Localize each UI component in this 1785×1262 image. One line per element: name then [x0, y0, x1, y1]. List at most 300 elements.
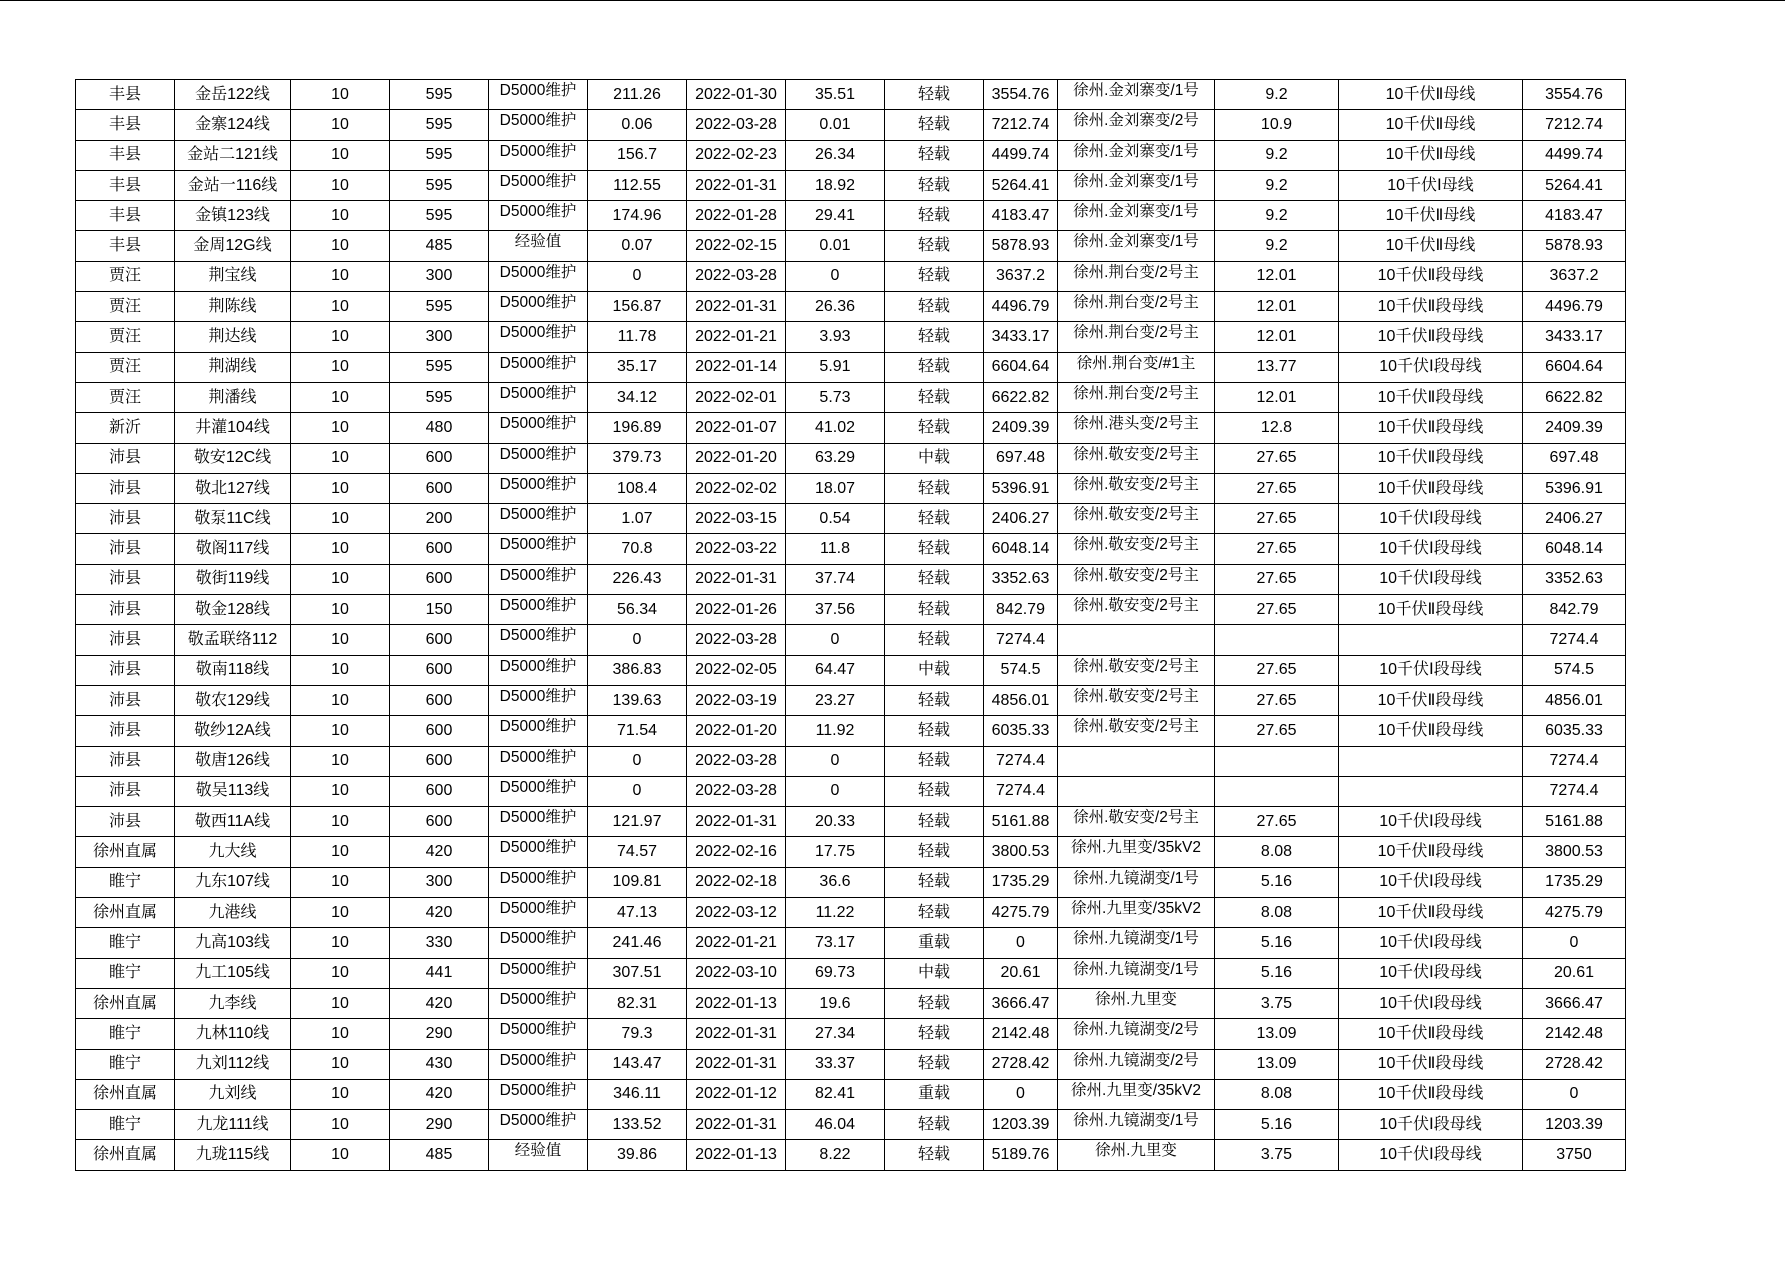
cell-voltage: 10 [291, 1140, 390, 1170]
cell-remaining-capacity: 1203.39 [1523, 1110, 1626, 1140]
cell-line-name: 金岳122线 [175, 80, 291, 110]
cell-load-rate: 82.41 [786, 1079, 885, 1109]
cell-voltage: 10 [291, 867, 390, 897]
cell-voltage: 10 [291, 776, 390, 806]
cell-transformer: 徐州.九镜湖变/1号 [1058, 867, 1215, 897]
cell-load-rate: 11.92 [786, 716, 885, 746]
table-row [76, 564, 1626, 594]
cell-voltage: 10 [291, 504, 390, 534]
table-row [76, 807, 1626, 837]
table-row [76, 382, 1626, 412]
cell-remaining-capacity: 0 [1523, 928, 1626, 958]
cell-max-current: 156.7 [588, 140, 687, 170]
cell-rated-capacity: 485 [390, 231, 489, 261]
cell-data-source: D5000维护 [489, 988, 588, 1018]
cell-line-name: 九林110线 [175, 1019, 291, 1049]
cell-available-capacity: 6622.82 [984, 382, 1058, 412]
cell-transformer: 徐州.九里变/35kV2 [1058, 1079, 1215, 1109]
cell-load-status: 重载 [885, 1079, 984, 1109]
cell-remaining-capacity: 5161.88 [1523, 807, 1626, 837]
cell-max-current: 109.81 [588, 867, 687, 897]
cell-transformer-load: 9.2 [1215, 201, 1339, 231]
cell-max-date: 2022-01-21 [687, 322, 786, 352]
cell-load-status: 轻载 [885, 231, 984, 261]
cell-transformer-load: 12.01 [1215, 261, 1339, 291]
cell-voltage: 10 [291, 988, 390, 1018]
cell-transformer: 徐州.荆台变/2号主 [1058, 292, 1215, 322]
cell-rated-capacity: 600 [390, 534, 489, 564]
cell-transformer: 徐州.金刘寨变/1号 [1058, 140, 1215, 170]
cell-data-source: D5000维护 [489, 140, 588, 170]
cell-max-current: 74.57 [588, 837, 687, 867]
cell-bus-name: 10千伏Ⅱ段母线 [1339, 1079, 1523, 1109]
cell-max-date: 2022-03-28 [687, 625, 786, 655]
cell-load-status: 轻载 [885, 261, 984, 291]
cell-transformer: 徐州.敬安变/2号主 [1058, 807, 1215, 837]
cell-data-source: D5000维护 [489, 382, 588, 412]
cell-load-rate: 11.22 [786, 898, 885, 928]
cell-load-rate: 64.47 [786, 655, 885, 685]
cell-max-current: 71.54 [588, 716, 687, 746]
cell-max-date: 2022-02-05 [687, 655, 786, 685]
cell-data-source: D5000维护 [489, 928, 588, 958]
cell-available-capacity: 4856.01 [984, 685, 1058, 715]
table-row [76, 110, 1626, 140]
cell-remaining-capacity: 6604.64 [1523, 352, 1626, 382]
cell-transformer-load: 12.01 [1215, 382, 1339, 412]
cell-max-current: 226.43 [588, 564, 687, 594]
cell-available-capacity: 2409.39 [984, 413, 1058, 443]
cell-line-name: 敬街119线 [175, 564, 291, 594]
cell-load-rate: 0 [786, 746, 885, 776]
cell-max-current: 0.07 [588, 231, 687, 261]
cell-data-source: D5000维护 [489, 1049, 588, 1079]
cell-available-capacity: 3637.2 [984, 261, 1058, 291]
table-row [76, 716, 1626, 746]
cell-remaining-capacity: 2406.27 [1523, 504, 1626, 534]
cell-available-capacity: 2728.42 [984, 1049, 1058, 1079]
cell-transformer: 徐州.九里变 [1058, 1140, 1215, 1170]
cell-line-name: 九大线 [175, 837, 291, 867]
cell-available-capacity: 3352.63 [984, 564, 1058, 594]
cell-max-current: 0 [588, 776, 687, 806]
cell-load-rate: 3.93 [786, 322, 885, 352]
cell-transformer-load: 27.65 [1215, 807, 1339, 837]
cell-county: 徐州直属 [76, 1140, 175, 1170]
cell-data-source: D5000维护 [489, 746, 588, 776]
cell-max-current: 121.97 [588, 807, 687, 837]
cell-rated-capacity: 600 [390, 625, 489, 655]
cell-max-date: 2022-03-10 [687, 958, 786, 988]
cell-load-rate: 33.37 [786, 1049, 885, 1079]
cell-county: 徐州直属 [76, 898, 175, 928]
cell-data-source: D5000维护 [489, 867, 588, 897]
cell-county: 丰县 [76, 80, 175, 110]
cell-bus-name: 10千伏Ⅱ段母线 [1339, 716, 1523, 746]
cell-bus-name: 10千伏Ⅱ段母线 [1339, 473, 1523, 503]
cell-load-status: 中载 [885, 443, 984, 473]
cell-load-status: 轻载 [885, 352, 984, 382]
cell-transformer-load: 13.09 [1215, 1019, 1339, 1049]
cell-data-source: D5000维护 [489, 413, 588, 443]
cell-available-capacity: 6048.14 [984, 534, 1058, 564]
cell-load-status: 轻载 [885, 534, 984, 564]
cell-county: 贾汪 [76, 322, 175, 352]
cell-rated-capacity: 330 [390, 928, 489, 958]
table-row [76, 1140, 1626, 1170]
cell-transformer-load: 12.8 [1215, 413, 1339, 443]
cell-available-capacity: 7274.4 [984, 776, 1058, 806]
cell-rated-capacity: 595 [390, 110, 489, 140]
cell-transformer-load: 8.08 [1215, 837, 1339, 867]
cell-voltage: 10 [291, 898, 390, 928]
cell-data-source: D5000维护 [489, 292, 588, 322]
cell-remaining-capacity: 3800.53 [1523, 837, 1626, 867]
cell-max-date: 2022-02-18 [687, 867, 786, 897]
table-row [76, 534, 1626, 564]
cell-available-capacity: 4496.79 [984, 292, 1058, 322]
cell-max-current: 307.51 [588, 958, 687, 988]
cell-load-status: 轻载 [885, 988, 984, 1018]
cell-county: 沛县 [76, 807, 175, 837]
cell-load-rate: 46.04 [786, 1110, 885, 1140]
cell-transformer: 徐州.敬安变/2号主 [1058, 443, 1215, 473]
cell-transformer: 徐州.敬安变/2号主 [1058, 473, 1215, 503]
cell-transformer-load: 27.65 [1215, 655, 1339, 685]
table-row [76, 898, 1626, 928]
cell-voltage: 10 [291, 261, 390, 291]
cell-remaining-capacity: 7212.74 [1523, 110, 1626, 140]
cell-remaining-capacity: 5396.91 [1523, 473, 1626, 503]
cell-line-name: 荆宝线 [175, 261, 291, 291]
cell-remaining-capacity: 7274.4 [1523, 776, 1626, 806]
cell-rated-capacity: 300 [390, 867, 489, 897]
cell-rated-capacity: 290 [390, 1110, 489, 1140]
cell-county: 沛县 [76, 776, 175, 806]
cell-rated-capacity: 420 [390, 898, 489, 928]
cell-transformer-load: 12.01 [1215, 322, 1339, 352]
cell-transformer: 徐州.敬安变/2号主 [1058, 504, 1215, 534]
cell-data-source: D5000维护 [489, 443, 588, 473]
cell-max-current: 0 [588, 746, 687, 776]
cell-rated-capacity: 595 [390, 352, 489, 382]
cell-remaining-capacity: 3433.17 [1523, 322, 1626, 352]
cell-voltage: 10 [291, 413, 390, 443]
cell-max-date: 2022-01-20 [687, 716, 786, 746]
cell-voltage: 10 [291, 746, 390, 776]
cell-remaining-capacity: 4496.79 [1523, 292, 1626, 322]
cell-load-rate: 0 [786, 625, 885, 655]
cell-load-rate: 19.6 [786, 988, 885, 1018]
cell-county: 睢宁 [76, 958, 175, 988]
cell-transformer: 徐州.敬安变/2号主 [1058, 655, 1215, 685]
cell-remaining-capacity: 4275.79 [1523, 898, 1626, 928]
cell-transformer: 徐州.金刘寨变/1号 [1058, 231, 1215, 261]
cell-rated-capacity: 300 [390, 322, 489, 352]
cell-bus-name: 10千伏Ⅱ段母线 [1339, 443, 1523, 473]
cell-remaining-capacity: 6035.33 [1523, 716, 1626, 746]
table-row [76, 170, 1626, 200]
cell-load-status: 轻载 [885, 837, 984, 867]
table-row [76, 746, 1626, 776]
cell-transformer-load: 12.01 [1215, 292, 1339, 322]
cell-transformer [1058, 776, 1215, 806]
cell-load-status: 轻载 [885, 685, 984, 715]
cell-max-date: 2022-01-12 [687, 1079, 786, 1109]
cell-voltage: 10 [291, 625, 390, 655]
cell-line-name: 敬唐126线 [175, 746, 291, 776]
cell-county: 沛县 [76, 564, 175, 594]
cell-transformer-load: 3.75 [1215, 988, 1339, 1018]
cell-max-date: 2022-01-07 [687, 413, 786, 443]
cell-transformer: 徐州.九镜湖变/2号 [1058, 1019, 1215, 1049]
cell-max-date: 2022-03-22 [687, 534, 786, 564]
cell-bus-name: 10千伏Ⅱ母线 [1339, 80, 1523, 110]
cell-rated-capacity: 420 [390, 837, 489, 867]
cell-available-capacity: 0 [984, 1079, 1058, 1109]
cell-max-date: 2022-03-28 [687, 776, 786, 806]
cell-bus-name: 10千伏Ⅰ母线 [1339, 170, 1523, 200]
cell-voltage: 10 [291, 655, 390, 685]
cell-line-name: 荆潘线 [175, 382, 291, 412]
cell-transformer: 徐州.金刘寨变/2号 [1058, 110, 1215, 140]
cell-line-name: 敬北127线 [175, 473, 291, 503]
cell-available-capacity: 7212.74 [984, 110, 1058, 140]
cell-max-current: 156.87 [588, 292, 687, 322]
cell-transformer-load: 27.65 [1215, 595, 1339, 625]
cell-data-source: D5000维护 [489, 807, 588, 837]
cell-max-current: 143.47 [588, 1049, 687, 1079]
cell-remaining-capacity: 2409.39 [1523, 413, 1626, 443]
cell-available-capacity: 5878.93 [984, 231, 1058, 261]
cell-max-current: 56.34 [588, 595, 687, 625]
cell-remaining-capacity: 3637.2 [1523, 261, 1626, 291]
cell-bus-name: 10千伏Ⅱ段母线 [1339, 292, 1523, 322]
cell-bus-name: 10千伏Ⅱ段母线 [1339, 382, 1523, 412]
cell-data-source: D5000维护 [489, 655, 588, 685]
cell-max-current: 82.31 [588, 988, 687, 1018]
cell-voltage: 10 [291, 443, 390, 473]
cell-load-status: 轻载 [885, 1049, 984, 1079]
cell-bus-name [1339, 776, 1523, 806]
cell-county: 沛县 [76, 685, 175, 715]
cell-voltage: 10 [291, 473, 390, 503]
cell-transformer [1058, 746, 1215, 776]
cell-line-name: 敬纱12A线 [175, 716, 291, 746]
table-row [76, 443, 1626, 473]
table-row [76, 231, 1626, 261]
cell-county: 贾汪 [76, 261, 175, 291]
cell-county: 沛县 [76, 655, 175, 685]
cell-load-rate: 0.54 [786, 504, 885, 534]
cell-max-date: 2022-01-28 [687, 201, 786, 231]
cell-transformer: 徐州.九镜湖变/2号 [1058, 1049, 1215, 1079]
cell-line-name: 荆达线 [175, 322, 291, 352]
cell-county: 沛县 [76, 504, 175, 534]
cell-remaining-capacity: 3750 [1523, 1140, 1626, 1170]
cell-max-date: 2022-01-31 [687, 1110, 786, 1140]
cell-county: 睢宁 [76, 867, 175, 897]
cell-rated-capacity: 480 [390, 413, 489, 443]
cell-voltage: 10 [291, 322, 390, 352]
cell-rated-capacity: 595 [390, 140, 489, 170]
cell-load-status: 轻载 [885, 504, 984, 534]
cell-line-name: 九高103线 [175, 928, 291, 958]
cell-remaining-capacity: 7274.4 [1523, 746, 1626, 776]
cell-load-status: 轻载 [885, 867, 984, 897]
cell-county: 丰县 [76, 110, 175, 140]
cell-available-capacity: 3433.17 [984, 322, 1058, 352]
cell-rated-capacity: 420 [390, 988, 489, 1018]
cell-load-status: 轻载 [885, 716, 984, 746]
cell-transformer-load: 10.9 [1215, 110, 1339, 140]
cell-rated-capacity: 290 [390, 1019, 489, 1049]
cell-load-status: 轻载 [885, 1140, 984, 1170]
cell-max-date: 2022-03-28 [687, 746, 786, 776]
cell-load-status: 轻载 [885, 807, 984, 837]
cell-voltage: 10 [291, 807, 390, 837]
table-row [76, 473, 1626, 503]
cell-bus-name: 10千伏Ⅱ段母线 [1339, 898, 1523, 928]
cell-voltage: 10 [291, 716, 390, 746]
cell-county: 贾汪 [76, 292, 175, 322]
cell-county: 沛县 [76, 716, 175, 746]
cell-load-rate: 0.01 [786, 110, 885, 140]
cell-bus-name: 10千伏Ⅱ段母线 [1339, 595, 1523, 625]
cell-max-current: 386.83 [588, 655, 687, 685]
cell-remaining-capacity: 3352.63 [1523, 564, 1626, 594]
cell-max-date: 2022-01-31 [687, 564, 786, 594]
cell-voltage: 10 [291, 564, 390, 594]
cell-county: 睢宁 [76, 928, 175, 958]
cell-line-name: 金站一116线 [175, 170, 291, 200]
cell-max-date: 2022-01-31 [687, 1049, 786, 1079]
cell-county: 丰县 [76, 231, 175, 261]
cell-max-current: 39.86 [588, 1140, 687, 1170]
cell-load-rate: 17.75 [786, 837, 885, 867]
cell-county: 沛县 [76, 534, 175, 564]
table-row [76, 837, 1626, 867]
cell-rated-capacity: 600 [390, 807, 489, 837]
cell-county: 沛县 [76, 625, 175, 655]
cell-line-name: 金寨124线 [175, 110, 291, 140]
cell-line-name: 九龙111线 [175, 1110, 291, 1140]
cell-max-current: 35.17 [588, 352, 687, 382]
cell-load-rate: 35.51 [786, 80, 885, 110]
cell-data-source: D5000维护 [489, 1019, 588, 1049]
cell-rated-capacity: 150 [390, 595, 489, 625]
cell-data-source: D5000维护 [489, 80, 588, 110]
cell-available-capacity: 20.61 [984, 958, 1058, 988]
cell-voltage: 10 [291, 80, 390, 110]
cell-transformer-load: 9.2 [1215, 80, 1339, 110]
cell-max-current: 174.96 [588, 201, 687, 231]
cell-max-date: 2022-01-13 [687, 1140, 786, 1170]
cell-transformer: 徐州.九里变 [1058, 988, 1215, 1018]
cell-voltage: 10 [291, 1110, 390, 1140]
cell-transformer-load: 5.16 [1215, 958, 1339, 988]
table-row [76, 928, 1626, 958]
cell-transformer: 徐州.敬安变/2号主 [1058, 716, 1215, 746]
table-row [76, 504, 1626, 534]
cell-line-name: 敬吴113线 [175, 776, 291, 806]
cell-data-source: D5000维护 [489, 352, 588, 382]
cell-remaining-capacity: 5264.41 [1523, 170, 1626, 200]
cell-data-source: D5000维护 [489, 504, 588, 534]
cell-transformer-load: 5.16 [1215, 1110, 1339, 1140]
cell-data-source: D5000维护 [489, 898, 588, 928]
cell-transformer-load: 27.65 [1215, 564, 1339, 594]
cell-bus-name: 10千伏Ⅱ母线 [1339, 110, 1523, 140]
cell-max-date: 2022-03-19 [687, 685, 786, 715]
cell-line-name: 九东107线 [175, 867, 291, 897]
cell-transformer: 徐州.金刘寨变/1号 [1058, 80, 1215, 110]
cell-max-date: 2022-01-30 [687, 80, 786, 110]
cell-rated-capacity: 600 [390, 564, 489, 594]
cell-line-name: 荆陈线 [175, 292, 291, 322]
cell-load-status: 中载 [885, 958, 984, 988]
cell-load-rate: 23.27 [786, 685, 885, 715]
cell-transformer-load: 27.65 [1215, 685, 1339, 715]
cell-load-status: 轻载 [885, 413, 984, 443]
cell-transformer: 徐州.荆台变/2号主 [1058, 322, 1215, 352]
cell-load-rate: 29.41 [786, 201, 885, 231]
data-table [75, 79, 1626, 1171]
cell-available-capacity: 3554.76 [984, 80, 1058, 110]
cell-available-capacity: 842.79 [984, 595, 1058, 625]
cell-available-capacity: 697.48 [984, 443, 1058, 473]
cell-load-status: 重载 [885, 928, 984, 958]
cell-available-capacity: 4183.47 [984, 201, 1058, 231]
cell-available-capacity: 7274.4 [984, 625, 1058, 655]
cell-load-status: 轻载 [885, 1110, 984, 1140]
cell-max-date: 2022-03-28 [687, 261, 786, 291]
cell-line-name: 九李线 [175, 988, 291, 1018]
table-row [76, 776, 1626, 806]
cell-remaining-capacity: 2728.42 [1523, 1049, 1626, 1079]
cell-data-source: D5000维护 [489, 110, 588, 140]
cell-load-status: 轻载 [885, 201, 984, 231]
cell-transformer: 徐州.荆台变/#1主 [1058, 352, 1215, 382]
cell-max-date: 2022-02-23 [687, 140, 786, 170]
table-row [76, 80, 1626, 110]
cell-load-rate: 11.8 [786, 534, 885, 564]
cell-county: 贾汪 [76, 352, 175, 382]
cell-remaining-capacity: 4856.01 [1523, 685, 1626, 715]
table-row [76, 201, 1626, 231]
cell-max-current: 108.4 [588, 473, 687, 503]
cell-load-rate: 0 [786, 261, 885, 291]
cell-transformer-load: 27.65 [1215, 716, 1339, 746]
cell-max-date: 2022-01-14 [687, 352, 786, 382]
cell-bus-name [1339, 625, 1523, 655]
table-body [76, 80, 1626, 1171]
cell-data-source: D5000维护 [489, 534, 588, 564]
cell-bus-name: 10千伏Ⅱ母线 [1339, 231, 1523, 261]
cell-max-current: 196.89 [588, 413, 687, 443]
cell-transformer: 徐州.荆台变/2号主 [1058, 382, 1215, 412]
cell-line-name: 九刘线 [175, 1079, 291, 1109]
cell-county: 沛县 [76, 443, 175, 473]
table-row [76, 413, 1626, 443]
cell-max-date: 2022-03-15 [687, 504, 786, 534]
cell-max-current: 1.07 [588, 504, 687, 534]
table-row [76, 988, 1626, 1018]
cell-transformer-load: 8.08 [1215, 898, 1339, 928]
cell-rated-capacity: 595 [390, 170, 489, 200]
cell-available-capacity: 5264.41 [984, 170, 1058, 200]
cell-bus-name: 10千伏Ⅱ母线 [1339, 201, 1523, 231]
